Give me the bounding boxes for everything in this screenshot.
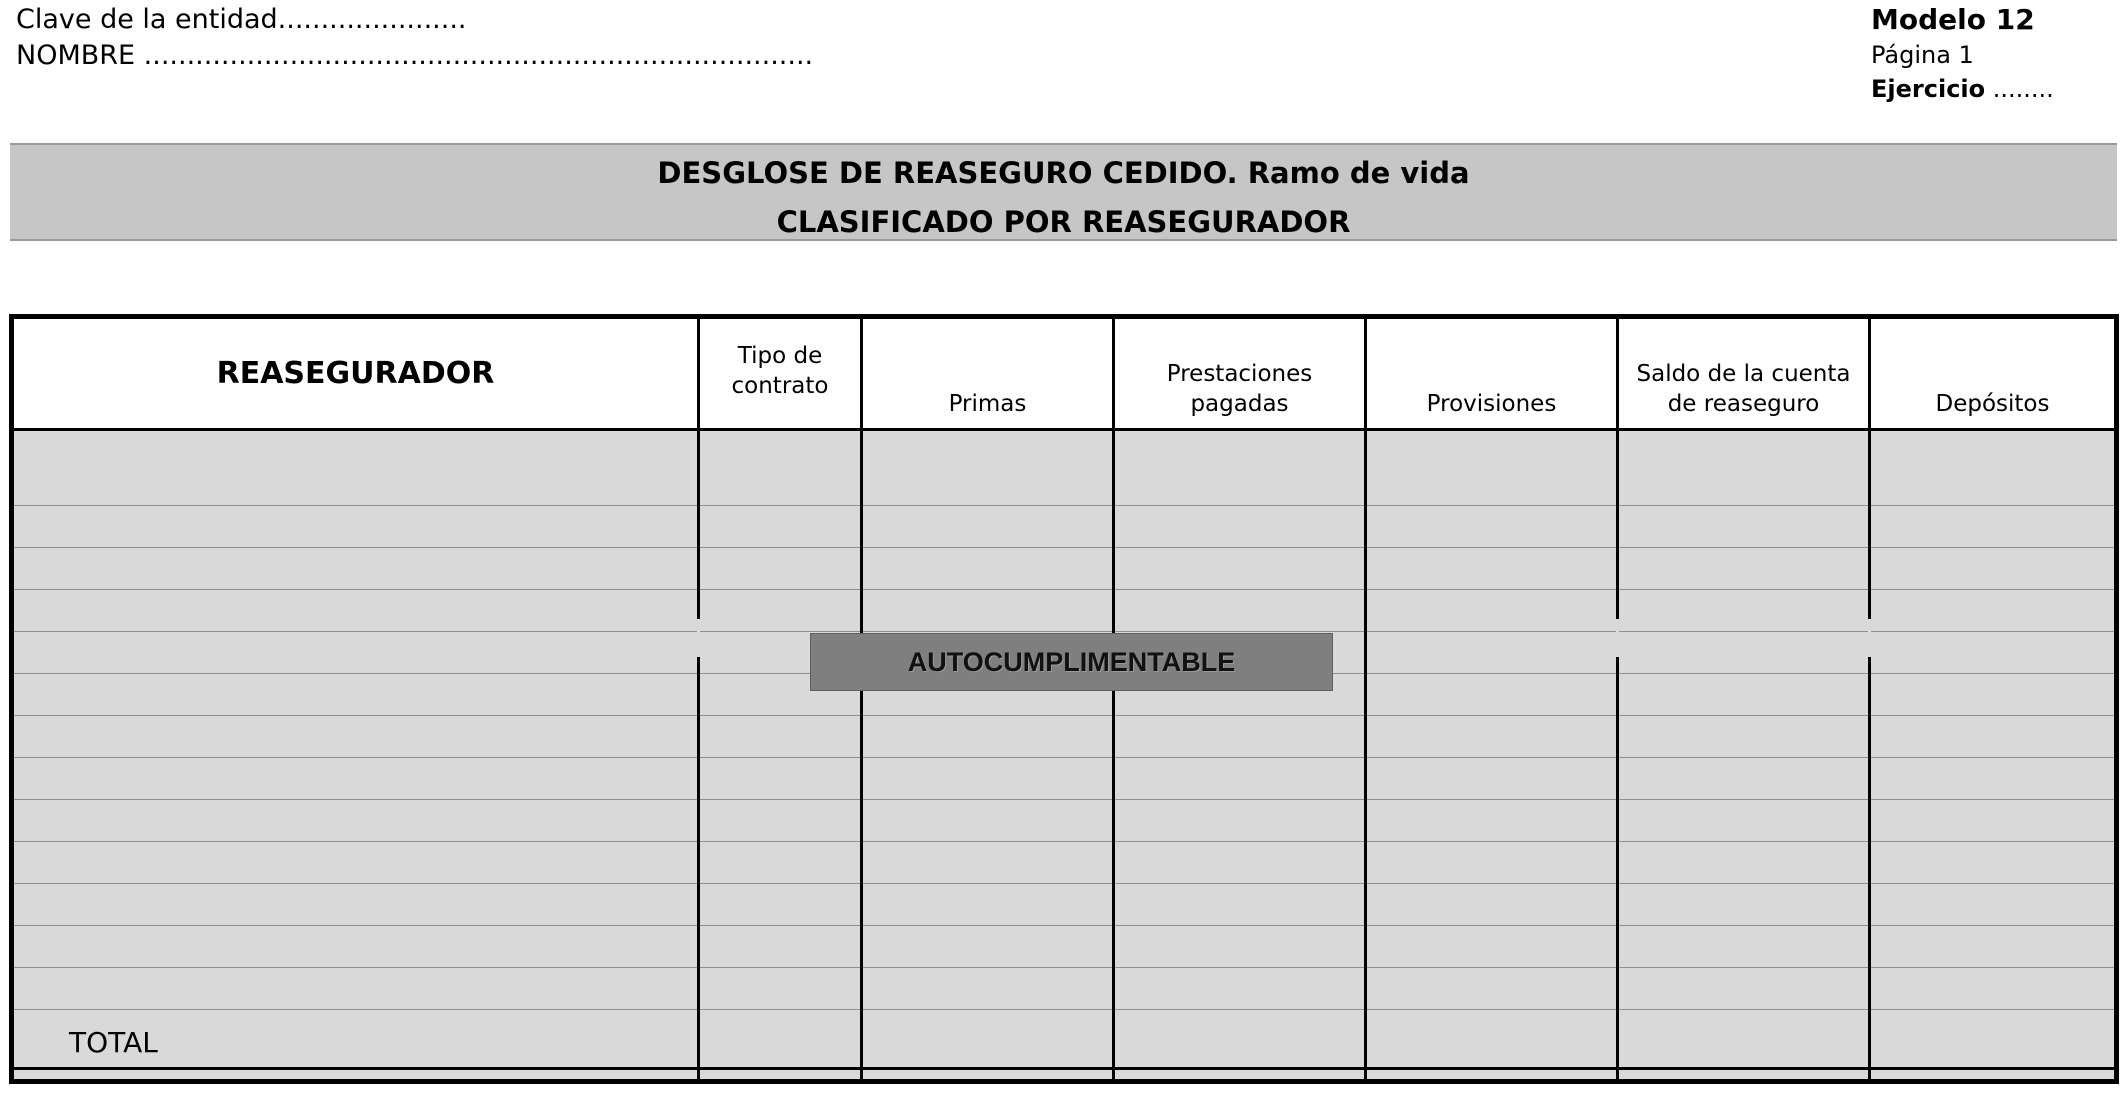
column-divider: [860, 319, 863, 1079]
column-header-provisiones: Provisiones: [1426, 391, 1557, 417]
column-header-depositos: Depósitos: [1935, 391, 2050, 417]
ejercicio-label: Ejercicio: [1871, 75, 1986, 103]
column-divider: [1112, 319, 1115, 1079]
column-divider: [1616, 319, 1619, 1079]
divider-gap: [697, 619, 700, 657]
title-line-1: DESGLOSE DE REASEGURO CEDIDO. Ramo de vida: [657, 156, 1470, 190]
row-divider: [14, 799, 2114, 800]
column-header-prestaciones-pagadas: Prestaciones pagadas: [1166, 361, 1313, 417]
column-header-primas: Primas: [948, 391, 1027, 417]
column-divider: [1364, 319, 1367, 1079]
divider-gap: [1616, 619, 1619, 657]
column-header-saldo-cuenta: Saldo de la cuenta de reaseguro: [1636, 361, 1851, 417]
table-body: [14, 431, 2114, 1079]
total-label: TOTAL: [69, 1026, 158, 1059]
row-divider: [14, 631, 2114, 632]
divider-gap: [1868, 619, 1871, 657]
row-divider: [14, 715, 2114, 716]
row-divider: [14, 1009, 2114, 1010]
row-divider: [14, 841, 2114, 842]
table-header-row: [14, 319, 2114, 431]
row-divider: [14, 967, 2114, 968]
modelo-label: Modelo 12: [1871, 3, 2035, 36]
row-divider: [14, 589, 2114, 590]
ejercicio-row: [1871, 77, 2054, 101]
column-header-reasegurador: REASEGURADOR: [216, 356, 495, 391]
column-divider: [1868, 319, 1871, 1079]
row-divider: [14, 757, 2114, 758]
column-divider: [697, 319, 700, 1079]
row-divider: [14, 883, 2114, 884]
ejercicio-dots: ........: [1992, 75, 2054, 103]
column-header-tipo-contrato: Tipo de contrato: [731, 343, 829, 399]
row-divider: [14, 547, 2114, 548]
total-divider: [14, 1067, 2114, 1070]
title-band: [10, 143, 2117, 241]
clave-entidad-label: Clave de la entidad......................: [16, 4, 467, 35]
autocumplimentable-stamp: AUTOCUMPLIMENTABLE: [810, 633, 1333, 691]
row-divider: [14, 505, 2114, 506]
row-divider: [14, 925, 2114, 926]
pagina-label: Página 1: [1871, 41, 1974, 69]
title-line-2: CLASIFICADO POR REASEGURADOR: [776, 205, 1351, 239]
nombre-label: NOMBRE ..............................................................................: [16, 40, 814, 71]
reaseguro-table: [9, 314, 2119, 1084]
